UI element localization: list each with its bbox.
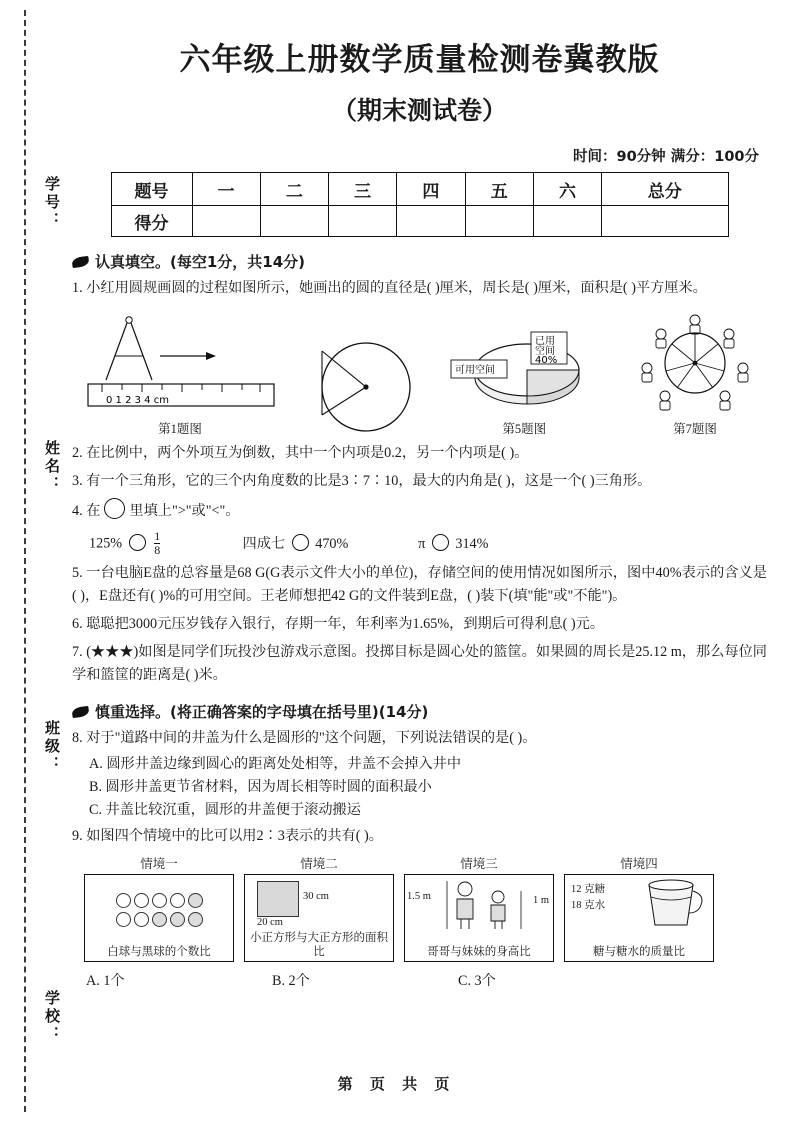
choice-9-b[interactable]: B. 2个 [272,973,310,990]
score-table-header-6: 六 [533,173,601,206]
q4-item-2 [243,533,415,556]
scenario-4-label-water: 18 克水 [571,900,606,912]
question-3: 3. 有一个三角形，它的三个内角度数的比是3∶7∶10，最大的内角是( )，这是一个( )三角形。 [72,473,652,489]
scenario-4-caption: 糖与糖水的质量比 [593,945,685,958]
score-table-header-4: 四 [397,173,465,206]
scenario-3-caption: 哥哥与妹妹的身高比 [427,945,531,958]
scenario-1-ball-row-1 [85,893,233,908]
scenario-4-label-sugar: 12 克糖 [571,884,606,896]
pie-label-used-1: 已用 [535,336,556,347]
table-row-score [111,206,728,237]
page-title: 六年级上册数学质量检测卷冀教版 [179,42,660,78]
question-1: 1. 小红用圆规画圆的过程如图所示，她画出的圆的直径是( )厘米，周长是( )厘米，面积是( )平方厘米。 [72,280,707,296]
time-score-note: 时间：90分钟 满分：100分 [573,149,759,165]
ruler-scale-label: 0 1 2 3 4 cm [106,395,169,406]
q4-item-3-left: π [418,535,426,552]
figure-5 [449,308,599,437]
pie-label-used-3: 40% [535,355,558,366]
question-7: 7. (★★★)如图是同学们玩投沙包游戏示意图。投掷目标是圆心处的篮筐。如果圆的周长是25.12 m，那么每位同学和篮筐的距离是( )米。 [72,644,767,684]
scenario-1 [84,854,234,962]
question-4-items [72,530,767,556]
scenario-4 [564,854,714,962]
score-table-header-7: 总分 [602,173,728,206]
side-label-student-id: 学号： [43,176,59,230]
figure-circle [304,329,424,437]
compare-circle-3[interactable] [432,534,449,551]
scenario-4-head: 情境四 [620,856,658,872]
ball-black [188,912,203,927]
score-cell-3[interactable] [329,206,397,237]
q4-item-3 [418,533,488,556]
pie-label-free: 可用空间 [455,365,496,376]
leaf-bullet-icon-2 [71,706,89,718]
scenario-3-head: 情境三 [460,856,498,872]
compare-circle-2[interactable] [292,534,309,551]
ball-black [188,893,203,908]
question-8-choices [72,753,767,821]
choice-9-a[interactable]: A. 1个 [86,973,125,990]
kids-around-circle-illustration [625,308,765,416]
question-4 [72,498,767,523]
figure-5-caption: 第5题图 [502,422,547,436]
q4-item-2-left: 四成七 [242,535,286,552]
table-row-header [111,173,728,206]
score-cell-1[interactable] [192,206,260,237]
question-8: 8. 对于"道路中间的井盖为什么是圆形的"这个问题，下列说法错误的是( )。 [72,730,537,747]
q4-item-2-right: 470% [315,535,349,552]
figure-7 [625,308,765,437]
circle-with-radius-illustration [304,329,424,437]
page-subtitle: （期末测试卷） [331,96,507,125]
side-label-school: 学校： [43,990,59,1044]
choice-8-c[interactable]: C. 井盖比较沉重，圆形的井盖便于滚动搬运 [89,801,361,818]
scenario-row [84,854,767,962]
score-table-header-5: 五 [465,173,533,206]
section-two-heading [72,701,767,722]
score-table-header-0: 题号 [111,173,192,206]
choice-8-a[interactable]: A. 圆形井盖边缘到圆心的距离处处相等，井盖不会掉入井中 [89,756,462,773]
ball-white [116,893,131,908]
q4-item-1-fraction: $\frac{1}{8}$ [154,529,161,557]
section-two-title: 慎重选择。(将正确答案的字母填在括号里)(14分) [95,703,429,722]
side-label-class: 班级： [43,720,59,774]
score-table-header-2: 二 [260,173,328,206]
section-one-title: 认真填空。(每空1分，共14分) [95,253,306,271]
question-9: 9. 如图四个情境中的比可以用2∶3表示的共有( )。 [72,828,383,845]
question-4-stem: 4. 在 [72,503,101,519]
q4-item-1 [89,530,239,556]
ball-white [134,893,149,908]
side-label-group [28,0,64,1122]
leaf-bullet-icon [71,255,89,267]
compass-ruler-illustration [82,308,278,416]
score-cell-6[interactable] [533,206,601,237]
figure-row [82,308,765,437]
blank-circle-icon[interactable] [104,498,125,519]
scenario-3-label-left: 1.5 m [407,891,431,903]
score-table-row-label: 得分 [111,206,192,237]
scenario-1-caption: 白球与黑球的个数比 [107,945,211,958]
question-2: 2. 在比例中，两个外项互为倒数，其中一个内项是0.2，另一个内项是( )。 [72,445,529,461]
q4-item-1-left: 125% [89,535,123,552]
scenario-2-head: 情境二 [300,856,338,872]
cup-icon [639,877,709,931]
section-one-heading [72,251,767,272]
scenario-1-ball-row-2 [85,912,233,927]
scenario-2 [244,854,394,962]
scenario-2-label-right: 30 cm [303,891,329,903]
compare-circle-1[interactable] [129,534,146,551]
ball-white [152,893,167,908]
page-footer: 第 页 共 页 [337,1075,456,1093]
scenario-1-body [84,874,234,962]
pie-chart-disk-usage [449,308,599,416]
question-6: 6. 聪聪把3000元压岁钱存入银行，存期一年，年利率为1.65%，到期后可得利息( )元。 [72,616,605,633]
scenario-2-body [244,874,394,962]
score-cell-7[interactable] [602,206,728,237]
choice-9-c[interactable]: C. 3个 [458,973,496,990]
ball-white [116,912,131,927]
score-cell-2[interactable] [260,206,328,237]
question-4-tail: 里填上">"或"<"。 [129,503,240,519]
scenario-3 [404,854,554,962]
score-table [111,172,729,237]
score-cell-5[interactable] [465,206,533,237]
pie-label-used-2: 空间 [535,346,556,357]
scenario-3-label-right: 1 m [532,895,549,907]
scenario-3-body [404,874,554,962]
scenario-2-caption: 小正方形与大正方形的面积比 [250,931,388,958]
q4-item-3-right: 314% [455,535,489,552]
paper-content [72,18,767,990]
ball-white [170,893,185,908]
ball-white [134,912,149,927]
ball-black [152,912,167,927]
scenario-2-label-bottom: 20 cm [257,917,283,929]
scenario-1-head: 情境一 [140,856,178,872]
figure-1-caption: 第1题图 [158,422,202,436]
dashed-cut-line [24,10,26,1112]
scenario-4-body [564,874,714,962]
figure-7-caption: 第7题图 [673,422,717,436]
small-square-shape [257,881,299,917]
score-table-header-3: 三 [329,173,397,206]
figure-1 [82,308,278,437]
side-label-name: 姓名： [43,440,59,494]
question-9-choices [86,970,767,990]
choice-8-b[interactable]: B. 圆形井盖更节省材料，因为周长相等时圆的面积最小 [89,778,432,795]
score-cell-4[interactable] [397,206,465,237]
score-table-header-1: 一 [192,173,260,206]
question-5: 5. 一台电脑E盘的总容量是68 G(G表示文件大小的单位)，存储空间的使用情况如图所示，图中40%表示的含义是( )，E盘还有( )%的可用空间。王老师想把42 G的文件装到E盘，( )装下(填"能"或"不能")。 [72,565,767,605]
ball-black [170,912,185,927]
